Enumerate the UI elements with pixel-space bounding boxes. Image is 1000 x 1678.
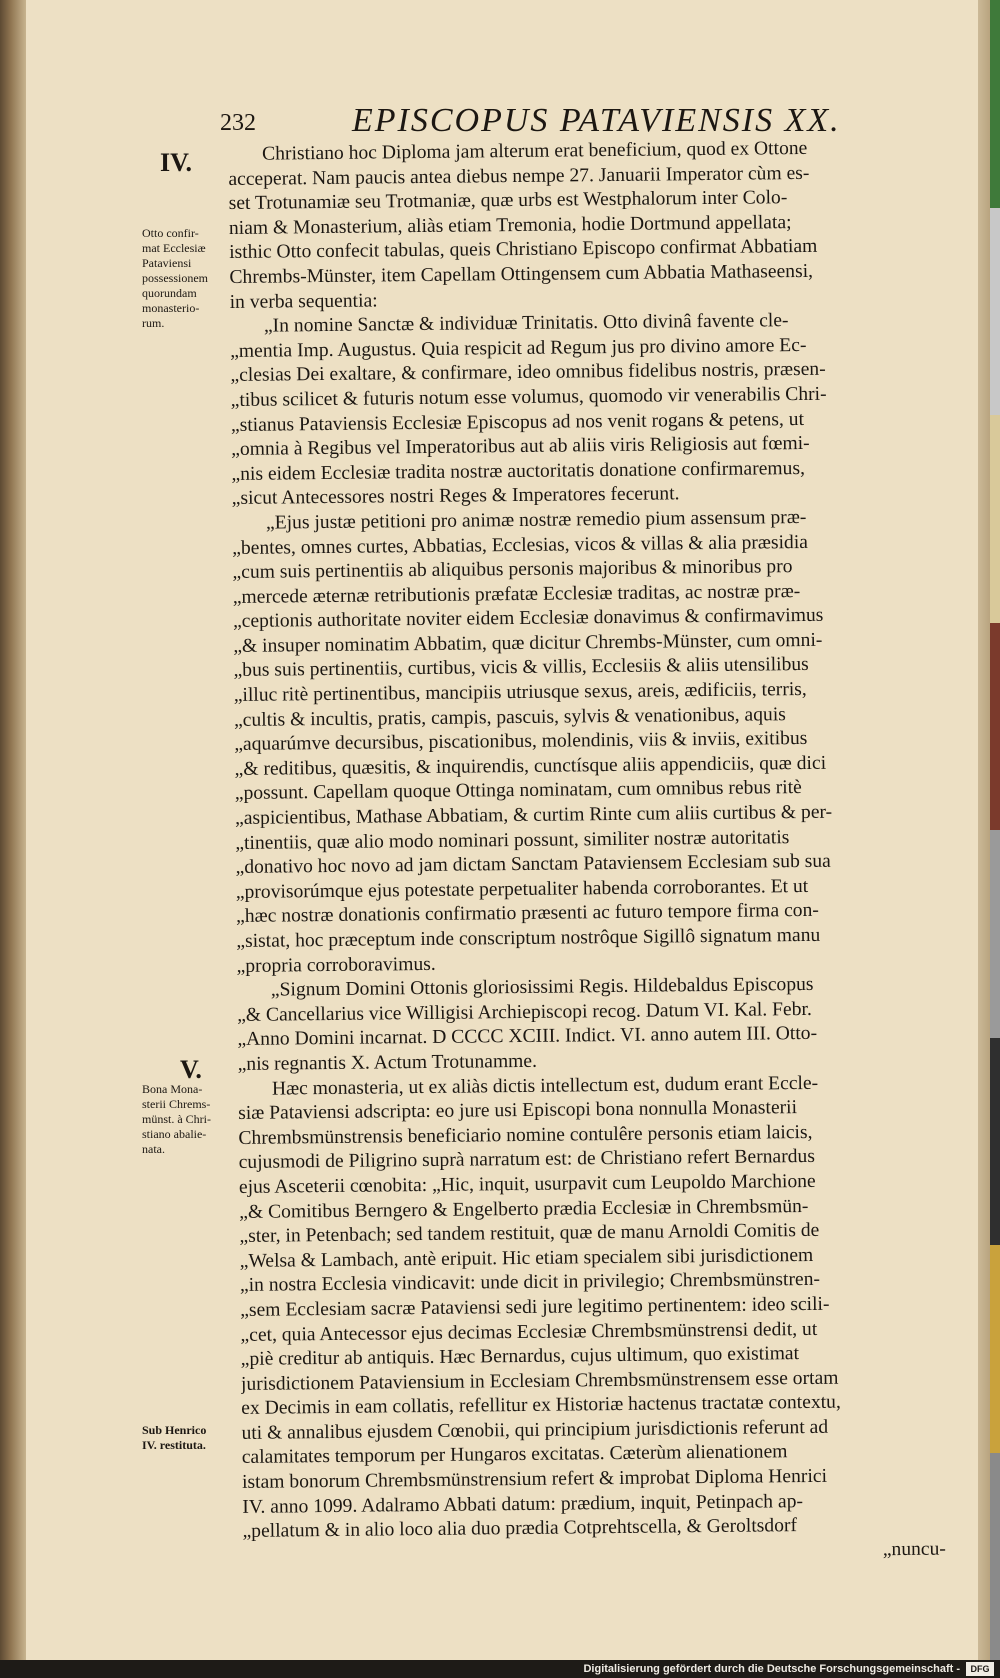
text-line: „Signum Domini Ottonis gloriosissimi Regis. Hildebaldus Episcopus: [270, 974, 814, 1001]
text-line: Chrembs-Münster, item Capellam Ottingensem cum Abbatia Mathaseensi,: [229, 260, 814, 288]
margin-note-sub: [142, 1423, 242, 1453]
text-line: „propria corroboravimus.: [236, 953, 436, 977]
color-chip: [990, 415, 1000, 623]
text-line: „Anno Domini incarnat. D CCCC XCIII. Indict. VI. anno autem III. Otto-: [237, 1023, 818, 1051]
text-line: „bentes, omnes curtes, Abbatias, Ecclesias, vicos & villas & alia præsidia: [232, 531, 809, 559]
text-line: „cet, quia Antecessor ejus decimas Ecclesiæ Chrembsmünstrensi dedit, ut: [240, 1318, 818, 1346]
text-line: „nis eidem Ecclesiæ tradita nostræ auctoritatis donatione confirmaremus,: [231, 457, 806, 485]
margin-note-line: IV. restituta.: [142, 1438, 206, 1452]
text-line: Chrembsmünstrensis beneficiario nomine contulêre personis etiam laicis,: [238, 1121, 813, 1149]
text-line: „Welsa & Lambach, antè eripuit. Hic etiam specialem sibi jurisdictionem: [239, 1244, 814, 1272]
text-line: Hæc monasteria, ut ex aliàs dictis intellectum est, dudum erant Eccle-: [271, 1072, 819, 1100]
text-line: „In nomine Sanctæ & individuæ Trinitatis. Otto divinâ favente cle-: [263, 310, 789, 337]
text-line: niam & Monasterium, aliàs etiam Tremonia, hodie Dortmund appellata;: [228, 211, 792, 239]
text-line: jurisdictionem Pataviensium in Ecclesiam Chrembsmünstrensem esse ortam: [240, 1367, 839, 1395]
text-line: in verba sequentia:: [229, 290, 378, 313]
color-chip: [990, 623, 1000, 831]
text-line: „clesias Dei exaltare, & confirmare, ideo omnibus fidelibus nostris, præsen-: [230, 359, 826, 387]
text-line: isthic Otto confecit tabulas, queis Christiano Episcopo confirmat Abbatiam: [229, 236, 818, 264]
text-line: „sistat, hoc præceptum inde conscriptum nostrôque Sigillô signatum manu: [236, 924, 821, 952]
text-line: „sicut Antecessores nostri Reges & Imperatores fecerunt.: [231, 483, 680, 510]
margin-note-line: nata.: [142, 1142, 165, 1156]
text-line: istam bonorum Chrembsmünstrensium refert & improbat Diploma Henrici: [241, 1465, 828, 1493]
text-line: set Trotunamiæ seu Trotmaniæ, quæ urbs est Westphalorum inter Colo-: [228, 187, 788, 215]
text-line: „& insuper nominatim Abbatim, quæ dicitur Chrembs-Münster, cum omni-: [233, 629, 823, 657]
color-chip: [990, 830, 1000, 1038]
text-line: ejus Asceterii cœnobita: „Hic, inquit, usurpavit cum Leupoldo Marchione: [238, 1170, 816, 1198]
text-line: „pellatum & in alio loco alia duo prædia Cotprehtscella, & Geroltsdorf: [242, 1515, 798, 1543]
text-line: „& reditibus, quæsitis, & inquirendis, cunctísque aliis appendiciis, quæ dici: [234, 752, 827, 780]
text-line: uti & annalibus ejusdem Cœnobii, qui principium jurisdictionis referunt ad: [241, 1416, 829, 1444]
text-line: calamitates temporum per Hungaros excitatas. Cæterùm alienationem: [241, 1441, 788, 1469]
text-line: „donativo hoc novo ad jam dictam Sanctam Pataviensem Ecclesiam sub sua: [235, 850, 831, 879]
text-line: „illuc ritè pertinentibus, mancipiis utriusque sexus, areis, ædificiis, terris,: [233, 679, 807, 707]
text-line: „ceptionis authoritate noviter eidem Ecclesiæ donavimus & confirmavimus: [232, 605, 824, 633]
margin-note-line: stiano abalie-: [142, 1127, 207, 1141]
catchword: „nuncu-: [882, 1538, 946, 1561]
text-line: „cultis & incultis, pratis, campis, pascuis, sylvis & venationibus, aquis: [233, 703, 786, 731]
body-text: [228, 135, 965, 1569]
footer-credit: Digitalisierung gefördert durch die Deutsche Forschungsgemeinschaft -: [583, 1663, 960, 1675]
text-line: „hæc nostræ donationis confirmatio præsenti ac futuro tempore firma con-: [235, 900, 819, 928]
chapter-number-v: V.: [180, 1055, 202, 1084]
text-line: „sem Ecclesiam sacræ Pataviensi sedi jure legitimo pertinentem: ideo scili-: [240, 1293, 830, 1321]
text-line: IV. anno 1099. Adalramo Abbati datum: prædium, inquit, Petinpach ap-: [242, 1490, 804, 1518]
margin-note-line: Bona Mona-: [142, 1082, 203, 1096]
text-line: „& Comitibus Berngero & Engelberto prædia Ecclesiæ in Chrembsmün-: [239, 1195, 809, 1223]
color-chip: [990, 208, 1000, 416]
chapter-number-iv: IV.: [160, 148, 193, 177]
color-chip: [990, 1453, 1000, 1661]
margin-note-line: mat Ecclesiæ: [142, 241, 206, 255]
text-line: Christiano hoc Diploma jam alterum erat beneficium, quod ex Ottone: [262, 137, 808, 165]
color-chip: [990, 1038, 1000, 1246]
running-head: EPISCOPUS PATAVIENSIS XX.: [352, 102, 841, 139]
margin-note-line: quorundam: [142, 286, 197, 300]
text-line: „provisorúmque ejus potestate perpetualiter habenda corroborantes. Et ut: [235, 875, 809, 903]
text-line: siæ Pataviensi adscripta: eo jure usi Episcopi bona nonnulla Monasterii: [238, 1097, 798, 1125]
margin-note-v: [142, 1082, 242, 1157]
text-line: „aspicientibus, Mathase Abbatiam, & curtim Rinte cum aliis curtibus & per-: [234, 801, 833, 829]
book-gutter: [0, 0, 26, 1660]
text-line: „nis regnantis X. Actum Trotunamme.: [237, 1050, 538, 1075]
text-line: „tibus scilicet & futuris notum esse volumus, quomodo vir venerabilis Chri-: [230, 383, 827, 411]
text-line: „aquarúmve decursibus, piscationibus, molendinis, viis & inviis, exitibus: [234, 728, 808, 756]
text-line: „possunt. Capellam quoque Ottinga nominatam, cum omnibus rebus ritè: [234, 777, 802, 805]
text-line: „mentia Imp. Augustus. Quia respicit ad Regum jus pro divino amore Ec-: [230, 334, 807, 362]
text-line: „& Cancellarius vice Willigisi Archiepiscopi recog. Datum VI. Kal. Febr.: [237, 998, 812, 1026]
margin-note-line: Pataviensi: [142, 256, 192, 270]
margin-note-line: possessionem: [142, 271, 208, 285]
text-line: „stianus Pataviensis Ecclesiæ Episcopus ad nos venit rogans & petens, ut: [230, 408, 805, 436]
text-line: „tinentiis, quæ alio modo nominari possunt, similiter nostræ autoritatis: [235, 826, 790, 854]
text-line: „bus suis pertinentiis, curtibus, vicis & villis, Ecclesiis & aliis utensilibus: [233, 654, 809, 682]
text-line: acceperat. Nam paucis antea diebus nempe 27. Januarii Imperator cùm es-: [228, 162, 810, 190]
text-line: cujusmodi de Piligrino suprà narratum est: de Christiano refert Bernardus: [238, 1146, 816, 1174]
text-line: „piè creditur ab antiquis. Hæc Bernardus, cujus ultimum, quo existimat: [240, 1343, 800, 1371]
text-line: „cum suis pertinentiis ab aliquibus personis majoribus & minoribus pro: [232, 556, 793, 584]
margin-note-line: Otto confir-: [142, 226, 199, 240]
text-line: „omnia à Regibus vel Imperatoribus aut ab aliis viris Religiosis aut fœmi-: [231, 433, 810, 461]
margin-note-iv: [142, 226, 242, 331]
margin-note-line: münst. à Chri-: [142, 1112, 211, 1126]
page-header: [220, 102, 860, 142]
page-number: 232: [220, 110, 256, 136]
text-line: „Ejus justæ petitioni pro animæ nostræ remedio pium assensum præ-: [265, 506, 807, 534]
margin-note-line: monasterio-: [142, 301, 200, 315]
color-chip: [990, 0, 1000, 208]
text-line: „in nostra Ecclesia vindicavit: unde dicit in privilegio; Chrembsmünstren-: [239, 1269, 821, 1297]
margin-note-line: sterii Chrems-: [142, 1097, 211, 1111]
text-line: „mercede æternæ retributionis præfatæ Ecclesiæ traditas, ac nostræ præ-: [232, 580, 801, 608]
text-line: ex Decimis in eam collatis, refellitur ex Historiæ hactenus tractatæ contextu,: [241, 1391, 841, 1420]
color-calibration-strip: [990, 0, 1000, 1660]
digitization-footer: [0, 1660, 1000, 1678]
dfg-logo-icon: DFG: [966, 1662, 994, 1676]
margin-note-line: rum.: [142, 316, 165, 330]
color-chip: [990, 1245, 1000, 1453]
text-line: „ster, in Petenbach; sed tandem restituit, quæ de manu Arnoldi Comitis de: [239, 1219, 820, 1248]
margin-note-line: Sub Henrico: [142, 1423, 207, 1437]
